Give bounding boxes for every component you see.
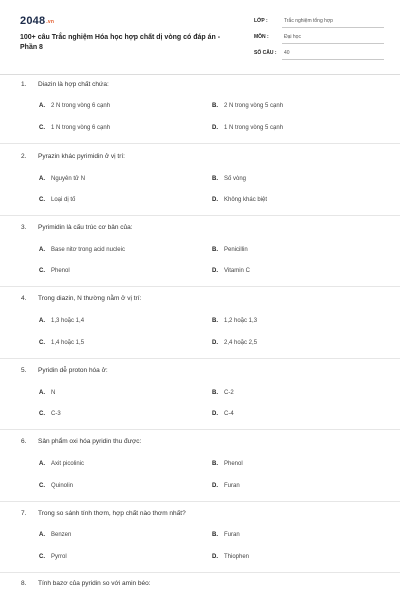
question-text [21, 153, 125, 160]
option-letter: D. [212, 554, 218, 560]
option-c[interactable] [39, 411, 61, 417]
question-text [21, 295, 141, 302]
option-text: Số vòng [224, 176, 247, 182]
question-stem: Sản phẩm oxi hóa pyridin thu được: [38, 438, 142, 445]
option-text: Base nitơ trong acid nucleic [51, 247, 125, 253]
option-text: Furan [224, 532, 240, 538]
option-text: 2 N trong vòng 6 cạnh [51, 103, 111, 109]
option-d[interactable] [212, 197, 267, 203]
option-letter: C. [39, 554, 45, 560]
option-text: 2 N trong vòng 5 cạnh [224, 103, 284, 109]
option-letter: A. [39, 532, 45, 538]
option-letter: B. [212, 318, 218, 324]
meta-value-subject: Đại học [282, 34, 384, 44]
option-text: Vitamin C [224, 268, 250, 274]
document-title: 100+ câu Trắc nghiệm Hóa học hợp chất dị vòng có đáp án - Phần 8 [20, 34, 221, 51]
option-text: Quinolin [51, 483, 74, 489]
question-text [21, 510, 186, 517]
option-letter: A. [39, 176, 45, 182]
option-text: Benzen [51, 532, 72, 538]
option-a[interactable] [39, 461, 84, 467]
question-text [21, 367, 108, 374]
option-text: 1 N trong vòng 5 cạnh [224, 125, 284, 131]
option-letter: B. [212, 532, 218, 538]
question-number: 2. [21, 153, 27, 160]
option-letter: D. [212, 483, 218, 489]
option-text: Không khác biệt [224, 197, 268, 203]
question-stem: Diazin là hợp chất chứa: [38, 81, 109, 88]
option-text: 1 N trong vòng 6 cạnh [51, 125, 111, 131]
question-text [21, 224, 133, 231]
option-letter: C. [39, 197, 45, 203]
option-c[interactable] [39, 554, 67, 560]
option-text: Phenol [51, 268, 70, 274]
question-divider [0, 286, 400, 287]
question-divider [0, 143, 400, 144]
document-meta [254, 16, 384, 64]
question-stem: Tính bazơ của pyridin so với amin béo: [38, 580, 151, 587]
option-text: 2,4 hoặc 2,5 [224, 340, 258, 346]
option-letter: B. [212, 103, 218, 109]
question-number: 3. [21, 224, 27, 231]
meta-key-class: LỚP : [254, 18, 268, 24]
question-text [21, 580, 151, 587]
option-letter: C. [39, 483, 45, 489]
option-d[interactable] [212, 268, 250, 274]
meta-row-subject [254, 32, 384, 46]
option-d[interactable] [212, 554, 249, 560]
question-divider [0, 572, 400, 573]
option-c[interactable] [39, 268, 70, 274]
option-letter: A. [39, 103, 45, 109]
option-d[interactable] [212, 125, 283, 131]
option-text: Penicillin [224, 247, 248, 253]
option-b[interactable] [212, 103, 283, 109]
option-letter: D. [212, 340, 218, 346]
option-letter: D. [212, 197, 218, 203]
question-number: 7. [21, 510, 27, 517]
option-letter: B. [212, 390, 218, 396]
option-letter: C. [39, 268, 45, 274]
header-divider [0, 74, 400, 75]
option-b[interactable] [212, 247, 248, 253]
option-a[interactable] [39, 103, 110, 109]
meta-row-class [254, 16, 384, 30]
option-letter: A. [39, 247, 45, 253]
option-letter: B. [212, 247, 218, 253]
option-text: 1,3 hoặc 1,4 [51, 318, 85, 324]
option-letter: A. [39, 461, 45, 467]
question-stem: Pyrazin khác pyrimidin ở vị trí: [38, 153, 125, 160]
option-text: N [51, 390, 56, 396]
logo-main-text: 2048 [20, 15, 46, 27]
logo-domain-text: .vn [46, 19, 55, 25]
option-letter: A. [39, 318, 45, 324]
question-divider [0, 501, 400, 502]
meta-value-class: Trắc nghiệm tổng hợp [282, 18, 384, 28]
option-letter: D. [212, 411, 218, 417]
option-letter: C. [39, 125, 45, 131]
option-a[interactable] [39, 247, 125, 253]
question-stem: Trong so sánh tính thơm, hợp chất nào thơm nhất? [38, 510, 186, 517]
question-stem: Trong diazin, N thường nằm ở vị trí: [38, 295, 142, 302]
meta-value-count: 40 [282, 50, 384, 60]
meta-row-count [254, 48, 384, 62]
option-text: Loại dị tố [51, 197, 76, 203]
document-header [0, 0, 400, 74]
option-d[interactable] [212, 340, 257, 346]
option-letter: A. [39, 390, 45, 396]
option-text: 1,4 hoặc 1,5 [51, 340, 85, 346]
option-a[interactable] [39, 390, 55, 396]
option-c[interactable] [39, 483, 73, 489]
option-text: Pyrrol [51, 554, 67, 560]
question-divider [0, 429, 400, 430]
option-b[interactable] [212, 390, 234, 396]
question-text [21, 81, 109, 88]
option-text: Axit picolinic [51, 461, 85, 467]
option-text: 1,2 hoặc 1,3 [224, 318, 258, 324]
option-text: Thiophen [224, 554, 250, 560]
site-logo[interactable] [20, 15, 54, 27]
question-number: 8. [21, 580, 27, 587]
option-d[interactable] [212, 483, 240, 489]
option-text: C-3 [51, 411, 61, 417]
option-text: Furan [224, 483, 240, 489]
option-d[interactable] [212, 411, 234, 417]
option-letter: D. [212, 268, 218, 274]
option-c[interactable] [39, 125, 110, 131]
question-stem: Pyrimidin là cấu trúc cơ bản của: [38, 224, 133, 231]
option-c[interactable] [39, 340, 84, 346]
option-b[interactable] [212, 532, 240, 538]
option-letter: C. [39, 411, 45, 417]
option-b[interactable] [212, 318, 257, 324]
option-a[interactable] [39, 532, 71, 538]
option-letter: B. [212, 461, 218, 467]
option-a[interactable] [39, 318, 84, 324]
option-text: Nguyên tử N [51, 176, 86, 182]
question-stem: Pyridin dễ proton hóa ở: [38, 367, 108, 374]
question-divider [0, 215, 400, 216]
option-b[interactable] [212, 461, 243, 467]
question-number: 4. [21, 295, 27, 302]
option-c[interactable] [39, 197, 75, 203]
option-letter: C. [39, 340, 45, 346]
option-a[interactable] [39, 176, 85, 182]
question-number: 1. [21, 81, 27, 88]
question-text [21, 438, 141, 445]
meta-key-subject: MÔN : [254, 34, 269, 40]
question-number: 6. [21, 438, 27, 445]
option-text: C-2 [224, 390, 234, 396]
meta-key-count: SỐ CÂU : [254, 50, 277, 56]
option-letter: D. [212, 125, 218, 131]
option-text: Phenol [224, 461, 243, 467]
question-divider [0, 358, 400, 359]
option-text: C-4 [224, 411, 234, 417]
option-b[interactable] [212, 176, 246, 182]
question-number: 5. [21, 367, 27, 374]
option-letter: B. [212, 176, 218, 182]
